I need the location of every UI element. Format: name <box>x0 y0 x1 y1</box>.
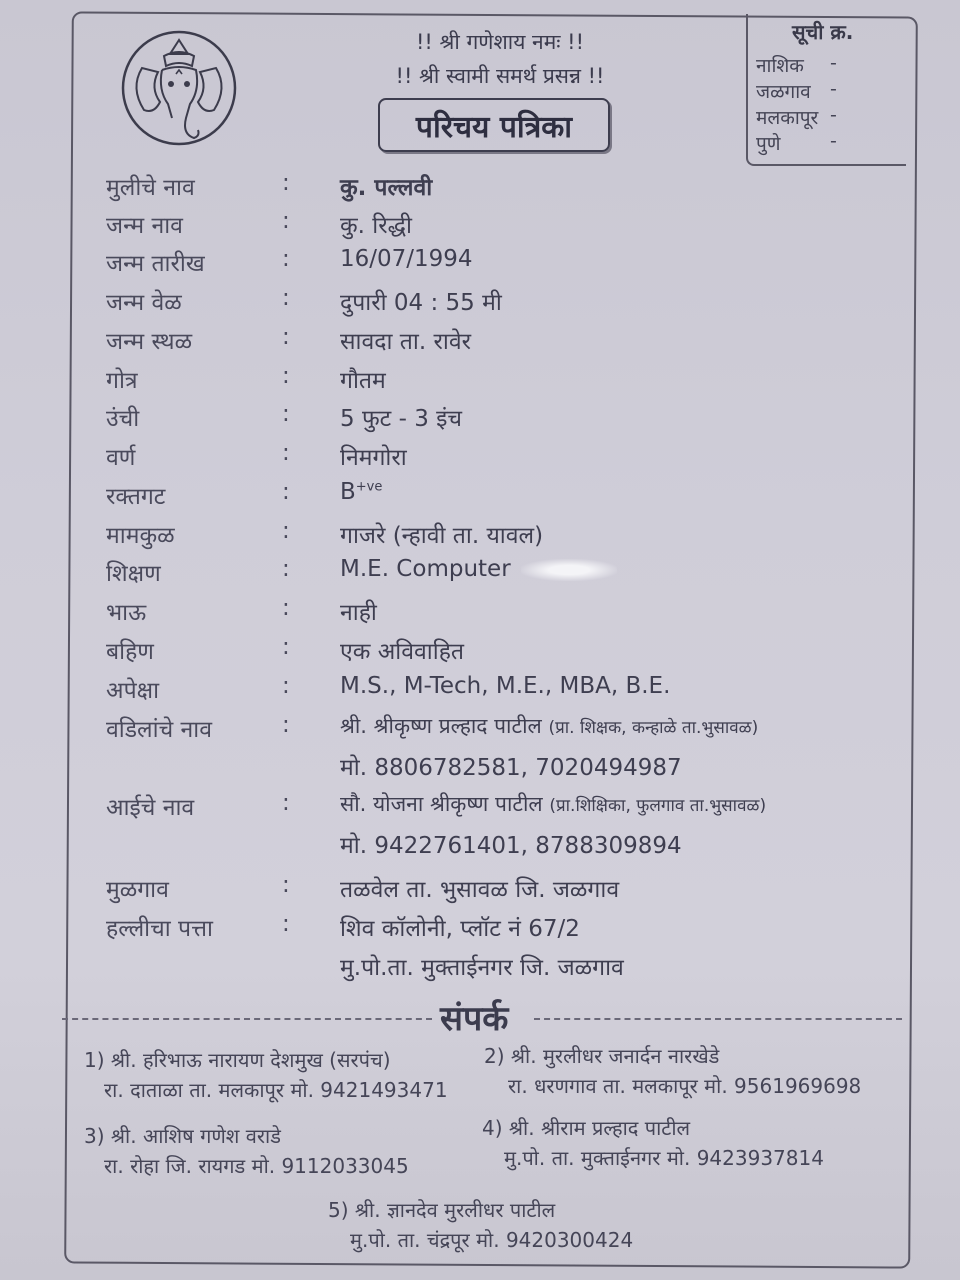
detail-label: मामकुळ <box>106 523 175 549</box>
mother-label: आईचे नाव <box>106 795 195 821</box>
detail-label: अपेक्षा <box>106 678 160 704</box>
detail-row <box>0 246 960 282</box>
invocation-line-1: !! श्री गणेशाय नमः !! <box>415 30 585 54</box>
detail-value <box>340 556 617 582</box>
detail-row <box>0 324 960 360</box>
colon: : <box>282 440 290 466</box>
index-item: जळगाव <box>756 81 811 103</box>
detail-value: M.S., M-Tech, M.E., MBA, B.E. <box>340 673 671 699</box>
detail-label: रक्तगट <box>106 484 166 510</box>
father-phone-row <box>0 750 960 786</box>
detail-row <box>0 673 960 709</box>
mother-note: (प्रा.शिक्षिका, फुलगाव ता.भुसावळ) <box>549 796 767 816</box>
mother-row <box>0 790 960 826</box>
colon: : <box>282 712 290 738</box>
detail-row <box>0 170 960 206</box>
father-row <box>0 712 960 748</box>
detail-value: गौतम <box>340 368 386 394</box>
blood-group: B <box>340 479 356 505</box>
detail-value: सावदा ता. रावेर <box>340 329 472 355</box>
detail-row <box>0 285 960 321</box>
ganesha-icon <box>120 26 238 156</box>
detail-row <box>0 440 960 476</box>
detail-label: जन्म नाव <box>106 213 183 239</box>
colon: : <box>282 634 290 660</box>
invocation-line-2: !! श्री स्वामी समर्थ प्रसन्न !! <box>395 64 605 88</box>
contact-name: 2) श्री. मुरलीधर जनार्दन नारखेडे <box>484 1044 720 1068</box>
detail-row <box>0 518 960 554</box>
address-row <box>0 911 960 947</box>
detail-label: शिक्षण <box>106 561 161 587</box>
colon: : <box>282 401 290 427</box>
index-title: सूची क्र. <box>792 20 854 44</box>
contact-name: 4) श्री. श्रीराम प्रल्हाद पाटील <box>482 1116 691 1140</box>
contact-heading: संपर्क <box>440 999 509 1039</box>
detail-value: कु. रिद्धी <box>340 213 412 239</box>
contact-detail: रा. दाताळा ता. मलकापूर मो. 9421493471 <box>104 1078 448 1102</box>
index-dash: - <box>830 130 837 152</box>
detail-label: भाऊ <box>106 600 147 626</box>
colon: : <box>282 170 290 196</box>
father-note: (प्रा. शिक्षक, कन्हाळे ता.भुसावळ) <box>548 718 759 738</box>
contact-name: 1) श्री. हरिभाऊ नारायण देशमुख (सरपंच) <box>84 1048 391 1072</box>
index-item: पुणे <box>756 133 781 155</box>
detail-row <box>0 363 960 399</box>
redacted-mark <box>521 559 617 581</box>
detail-value <box>340 479 382 505</box>
detail-row <box>0 208 960 244</box>
index-item: नाशिक <box>756 55 804 77</box>
detail-label: गोत्र <box>106 368 138 394</box>
mother-phone: मो. 9422761401, 8788309894 <box>340 833 682 859</box>
divider-right <box>534 1018 902 1020</box>
address-line-2: मु.पो.ता. मुक्ताईनगर जि. जळगाव <box>340 955 624 981</box>
father-label: वडिलांचे नाव <box>106 717 213 743</box>
father-name <box>340 712 758 740</box>
address-row-2 <box>0 950 960 986</box>
detail-row <box>0 401 960 437</box>
colon: : <box>282 285 290 311</box>
index-dash: - <box>830 78 837 100</box>
detail-label: मुलीचे नाव <box>106 175 195 201</box>
detail-label: जन्म वेळ <box>106 290 182 316</box>
contact-detail: रा. धरणगाव ता. मलकापूर मो. 9561969698 <box>508 1074 862 1098</box>
detail-row <box>0 595 960 631</box>
contact-name: 3) श्री. आशिष गणेश वराडे <box>84 1124 281 1148</box>
native-value: तळवेल ता. भुसावळ जि. जळगाव <box>340 877 620 903</box>
colon: : <box>282 208 290 234</box>
divider-left <box>62 1018 432 1020</box>
colon: : <box>282 790 290 816</box>
detail-row <box>0 634 960 670</box>
colon: : <box>282 363 290 389</box>
detail-value: गाजरे (न्हावी ता. यावल) <box>340 523 544 549</box>
detail-label: जन्म स्थळ <box>106 329 193 355</box>
blood-group-sign: +ve <box>355 479 383 495</box>
detail-label: उंची <box>106 406 140 432</box>
education-value: M.E. Computer <box>340 556 511 582</box>
index-dash: - <box>830 104 837 126</box>
address-line-1: शिव कॉलोनी, प्लॉट नं 67/2 <box>340 916 580 942</box>
colon: : <box>282 324 290 350</box>
detail-value: एक अविवाहित <box>340 639 465 665</box>
detail-label: जन्म तारीख <box>106 251 205 277</box>
index-dash: - <box>830 52 837 74</box>
mother-phone-row <box>0 828 960 864</box>
colon: : <box>282 518 290 544</box>
index-item: मलकापूर <box>756 107 819 129</box>
detail-value: दुपारी 04 : 55 मी <box>340 290 502 316</box>
colon: : <box>282 872 290 898</box>
detail-value: निमगोरा <box>340 445 407 471</box>
detail-value: 16/07/1994 <box>340 246 473 272</box>
colon: : <box>282 595 290 621</box>
colon: : <box>282 673 290 699</box>
contact-detail: मु.पो. ता. मुक्ताईनगर मो. 9423937814 <box>504 1146 824 1170</box>
colon: : <box>282 911 290 937</box>
father-phone: मो. 8806782581, 7020494987 <box>340 755 682 781</box>
detail-label: वर्ण <box>106 445 136 471</box>
native-label: मुळगाव <box>106 877 169 903</box>
contact-detail: रा. रोहा जि. रायगड मो. 9112033045 <box>104 1154 409 1178</box>
detail-label: बहिण <box>106 639 154 665</box>
detail-value: 5 फुट - 3 इंच <box>340 406 463 432</box>
native-row <box>0 872 960 908</box>
detail-row <box>0 479 960 515</box>
colon: : <box>282 246 290 272</box>
detail-value: कु. पल्लवी <box>340 175 433 201</box>
detail-row <box>0 556 960 592</box>
page-title: परिचय पत्रिका <box>378 98 610 152</box>
detail-value: नाही <box>340 600 377 626</box>
mother-name <box>340 790 766 818</box>
colon: : <box>282 479 290 505</box>
contact-name: 5) श्री. ज्ञानदेव मुरलीधर पाटील <box>328 1198 556 1222</box>
father-name-text: श्री. श्रीकृष्ण प्रल्हाद पाटील <box>340 714 542 738</box>
colon: : <box>282 556 290 582</box>
mother-name-text: सौ. योजना श्रीकृष्ण पाटील <box>340 792 543 816</box>
address-label: हल्लीचा पत्ता <box>106 916 213 942</box>
contact-detail: मु.पो. ता. चंद्रपूर मो. 9420300424 <box>350 1228 634 1252</box>
